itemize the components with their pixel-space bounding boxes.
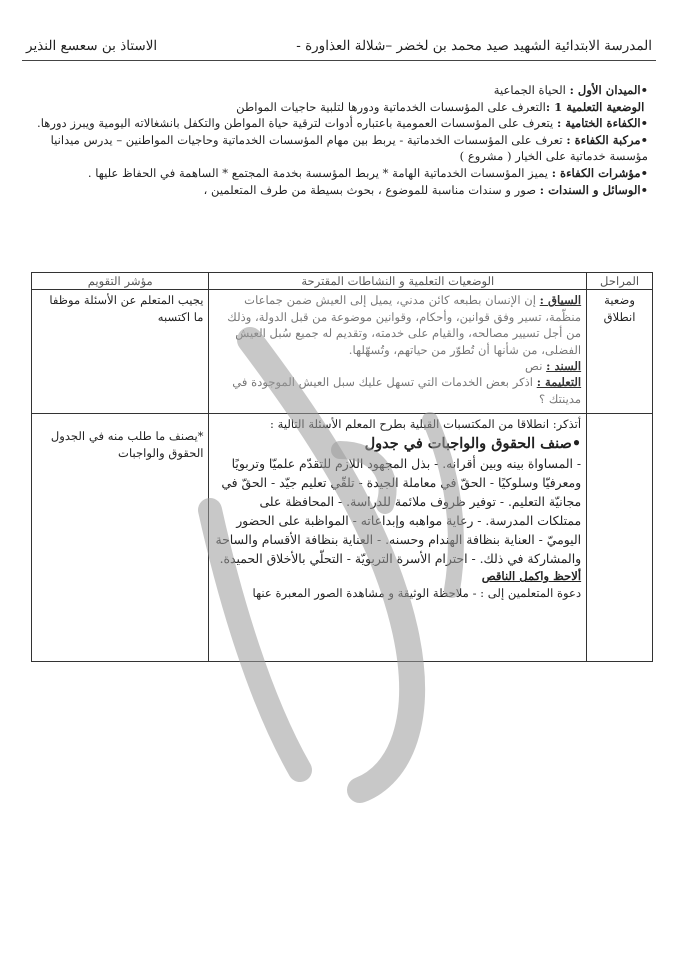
task-line: •صنف الحقوق والواجبات في جدول	[364, 434, 582, 452]
observe-text: دعوة المتعلمين إلى : - ملاحظة الوثيقة و مشاهدة الصور المعبرة عنها	[252, 585, 582, 600]
field-line: •الميدان الأول : الحياة الجماعية	[493, 83, 648, 97]
evaluation-cell: *يصنف ما طلب منه في الجدول الحقوق والواجبات	[32, 414, 209, 662]
context-block: السياق : إن الإنسان بطبعه كائن مدني، يميل إلى العيش ضمن جماعات منظّمة، تسير وفق قوانين، وأحكام، وقوانين موضوعة من قبل الدولة، وذلك من أجل تسيير مصالحه، والقيام على خدمته، وتقديم له جميع سُبل العيش الفضلى، من شأنها أن تُطوّر من حياتهم، وتُسهّلها.	[227, 293, 582, 357]
situation-line: الوضعية التعلمية 1 :التعرف على المؤسسات الخدماتية ودورها لتلبية حاجيات المواطن	[236, 99, 645, 114]
rights-duties-list: - المساواة بينه وبين أقرانه. - بذل المجهود اللازم للتقدّم علميّا وتربويًا ومعرفيّا وسلوكيًا - الحقّ في معاملة الجيدة - تلقّي تعليم جيّد - الحقّ في مجانيّة التعليم. - توفير ظروف ملائمة للدراسة. - المحافظة على ممتلكات المدرسة. - رعاية مواهبه وإبداعاته - المواظبة على الحضور اليوميّ - العناية بنظافة الهندام وحسنه. - العناية بنظافة الأقسام والساحة والمشاركة في ذلك. - احترام الأسرة التربويّة - التحلّي بالأخلاق الحميدة.	[215, 456, 582, 567]
activities-cell	[209, 414, 587, 662]
support-block: السند : نص	[525, 359, 582, 374]
school-name: المدرسة الابتدائية الشهيد صيد محمد بن لخضر –شلالة العذاورة -	[296, 38, 652, 54]
stage-cell: وضعية انطلاق	[587, 290, 653, 414]
stage-cell	[587, 414, 653, 662]
indicators-line: •مؤشرات الكفاءة : يميز المؤسسات الخدماتية الهامة * يربط المؤسسة بخدمة المجتمع * الساهمة في الحفاظ عليها .	[87, 165, 648, 180]
table-row	[32, 290, 653, 414]
recall-line: أتذكر: انطلاقا من المكتسبات القبلية بطرح المعلم الأسئلة التالية :	[270, 417, 582, 432]
lesson-intro	[26, 82, 648, 198]
table-header-row	[32, 273, 653, 290]
evaluation-cell: يجيب المتعلم عن الأسئلة موظفا ما اكتسبه	[32, 290, 209, 414]
table-row	[32, 414, 653, 662]
activities-cell	[209, 290, 587, 414]
page-header	[22, 34, 656, 61]
final-competency-line: •الكفاءة الختامية : يتعرف على المؤسسات العمومية باعتباره أدوات لترقية حياة المواطن والتكفل بانشغالاته اليومية ويبرز دورها.	[37, 116, 648, 131]
observe-label: ألاحظ واكمل الناقص	[481, 569, 582, 584]
header-evaluation: مؤشر التقويم	[32, 273, 209, 290]
means-line: •الوسائل و السندات : صور و سندات مناسبة للموضوع ، بحوث بسيطة من طرف المتعلمين ،	[203, 182, 648, 197]
teacher-name: الاستاذ بن سعسع النذير	[26, 38, 158, 54]
instruction-block: التعليمة : اذكر بعض الخدمات التي تسهل عليك سبل العيش الموجودة في مدينتك ؟	[232, 375, 582, 406]
header-stage: المراحل	[587, 273, 653, 290]
lesson-table	[31, 272, 653, 662]
header-activities: الوضعيات التعلمية و النشاطات المقترحة	[209, 273, 587, 290]
competency-component-line: •مركبة الكفاءة : تعرف على المؤسسات الخدماتية - يربط بين مهام المؤسسات الخدماتية وحاجيات المواطنين – يدرس ميدانيا مؤسسة خدماتية على الخيار ( مشروع )	[50, 132, 648, 164]
